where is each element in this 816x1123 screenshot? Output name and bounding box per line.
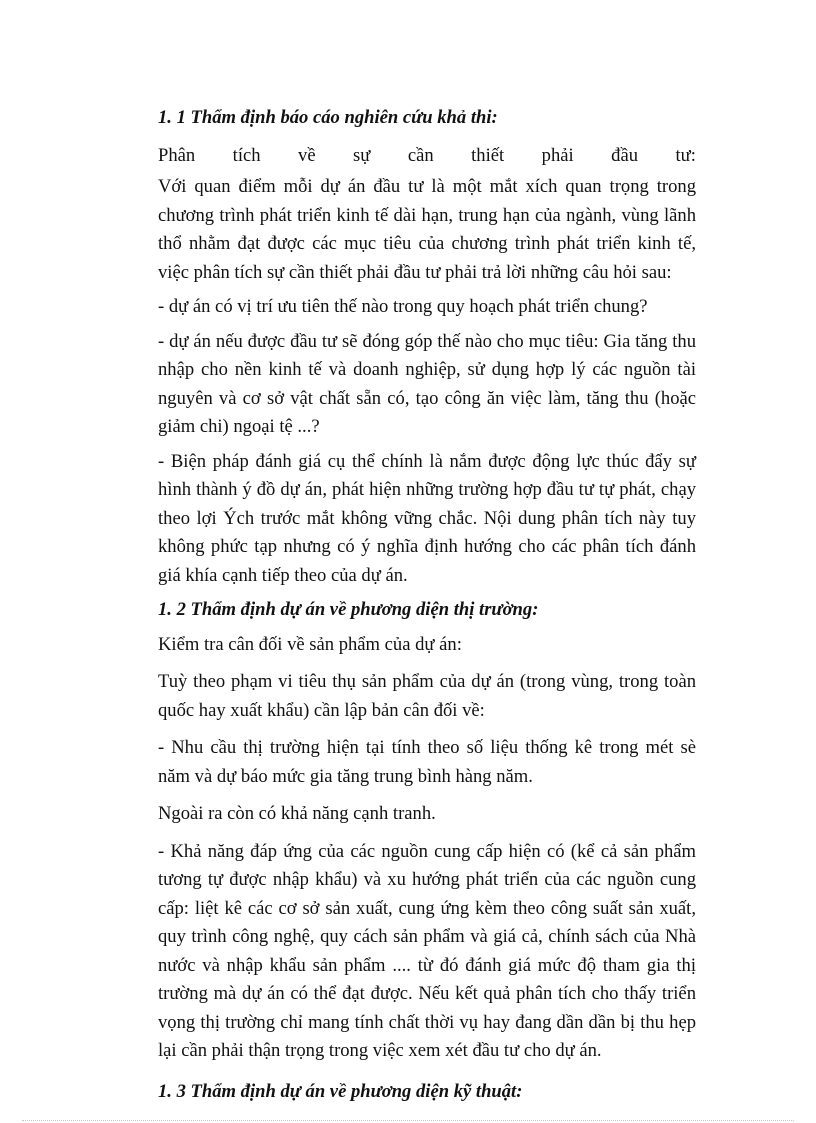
section-2-bullet: - Khả năng đáp ứng của các nguồn cung cấp hiện có (kể cả sản phẩm tương tự được nhập khẩu) và xu hướng phát triển của các nguồn cung cấp: liệt kê các cơ sở sản xuất, cung ứng kèm theo công suất sản xuất, quy trình công nghệ, quy cách sản phẩm và giá cả, chính sách của Nhà nước và nhập khẩu sản phẩm .... từ đó đánh giá mức độ tham gia thị trường mà dự án có thể đạt được. Nếu kết quả phân tích cho thấy triển vọng thị trường chỉ mang tính chất thời vụ hay đang dần dần bị thu hẹp lại cần phải thận trọng trong việc xem xét đầu tư cho dự án. bbox=[158, 840, 696, 1061]
section-1-bullet: - dự án nếu được đầu tư sẽ đóng góp thế nào cho mục tiêu: Gia tăng thu nhập cho nền kinh tế và doanh nghiệp, sử dụng hợp lý các nguồn tài nguyên và cơ sở vật chất sẵn có, tạo công ăn việc làm, tăng thu (hoặc giảm chi) ngoại tệ ...? bbox=[158, 330, 696, 437]
section-2-paragraph: Kiểm tra cân đối về sản phẩm của dự án: bbox=[158, 633, 462, 655]
section-3-heading: 1. 3 Thẩm định dự án về phương diện kỹ thuật: bbox=[158, 1080, 523, 1102]
section-2-paragraph: Tuỳ theo phạm vi tiêu thụ sản phẩm của dự án (trong vùng, trong toàn quốc hay xuất khẩu) cần lập bản cân đối về: bbox=[158, 671, 696, 721]
subheading-word: Phân bbox=[158, 144, 196, 166]
section-2-bullet: - Nhu cầu thị trường hiện tại tính theo số liệu thống kê trong mét sè năm và dự báo mức gia tăng trung bình hàng năm. bbox=[158, 737, 696, 787]
subheading-word: tích bbox=[232, 144, 261, 166]
section-1-subheading bbox=[158, 142, 696, 171]
subheading-word: thiết bbox=[471, 144, 505, 166]
section-1-heading: 1. 1 Thẩm định báo cáo nghiên cứu khả thi: bbox=[158, 107, 498, 128]
section-1-bullet: - Biện pháp đánh giá cụ thể chính là nắm được động lực thúc đẩy sự hình thành ý đồ dự án, phát hiện những trường hợp đầu tư tự phát, chạy theo lợi Ých trước mắt không vững chắc. Nội dung phân tích này tuy không phức tạp nhưng có ý nghĩa định hướng cho các phân tích đánh giá khía cạnh tiếp theo của dự án. bbox=[158, 450, 696, 586]
subheading-word: phải bbox=[541, 144, 574, 166]
section-1-paragraph: Với quan điểm mỗi dự án đầu tư là một mắt xích quan trọng trong chương trình phát triển kinh tế dài hạn, trung hạn của ngành, vùng lãnh thổ nhằm đạt được các mục tiêu của chương trình phát triển kinh tế, việc phân tích sự cần thiết phải đầu tư phải trả lời những câu hỏi sau: bbox=[158, 176, 696, 283]
section-2-paragraph: Ngoài ra còn có khả năng cạnh tranh. bbox=[158, 803, 436, 824]
subheading-word: tư: bbox=[675, 144, 696, 166]
subheading-word: sự bbox=[353, 144, 371, 166]
subheading-word: đầu bbox=[611, 144, 638, 166]
page-bottom-divider bbox=[22, 1120, 794, 1121]
subheading-word: về bbox=[298, 144, 316, 166]
section-1-bullet: - dự án có vị trí ưu tiên thế nào trong quy hoạch phát triển chung? bbox=[158, 296, 648, 317]
document-page bbox=[158, 104, 696, 1106]
subheading-word: cần bbox=[407, 144, 434, 166]
section-2-heading: 1. 2 Thẩm định dự án về phương diện thị trường: bbox=[158, 599, 539, 620]
